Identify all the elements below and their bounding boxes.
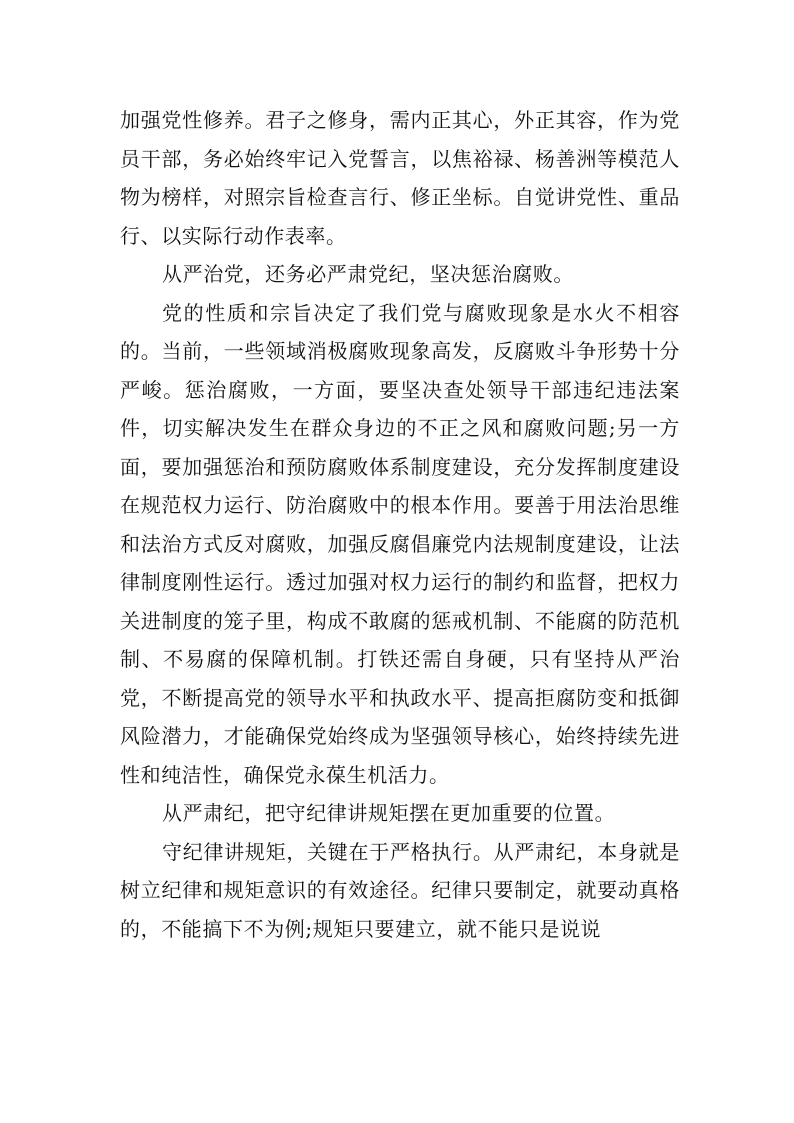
paragraph-party-cultivation: 加强党性修养。君子之修身，需内正其心，外正其容，作为党员干部，务必始终牢记入党誓言，以焦裕禄、杨善洲等模范人物为榜样，对照宗旨检查言行、修正坐标。自觉讲党性、重品行、以实际行动作表率。 xyxy=(120,108,680,248)
paragraph-rules-heading: 从严肃纪，把守纪律讲规矩摆在更加重要的位置。 xyxy=(162,801,616,825)
paragraph-strict-discipline-heading: 从严治党，还务必严肃党纪，坚决惩治腐败。 xyxy=(162,262,574,286)
paragraph-anti-corruption: 党的性质和宗旨决定了我们党与腐败现象是水火不相容的。当前，一些领域消极腐败现象高发，反腐败斗争形势十分严峻。惩治腐败，一方面，要坚决查处领导干部违纪违法案件，切实解决发生在群众身边的不正之风和腐败问题;另一方面，要加强惩治和预防腐败体系制度建设，充分发挥制度建设在规范权力运行、防治腐败中的根本作用。要善于用法治思维和法治方式反对腐败，加强反腐倡廉党内法规制度建设，让法律制度刚性运行。透过加强对权力运行的制约和监督，把权力关进制度的笼子里，构成不敢腐的惩戒机制、不能腐的防范机制、不易腐的保障机制。打铁还需自身硬，只有坚持从严治党，不断提高党的领导水平和执政水平、提高拒腐防变和抵御风险潜力，才能确保党始终成为坚强领导核心，始终持续先进性和纯洁性，确保党永葆生机活力。 xyxy=(120,300,680,787)
paragraph-rules-enforcement: 守纪律讲规矩，关键在于严格执行。从严肃纪，本身就是树立纪律和规矩意识的有效途径。纪律只要制定，就要动真格的，不能搞下不为例;规矩只要建立，就不能只是说说 xyxy=(120,839,680,941)
document-body xyxy=(120,101,680,948)
